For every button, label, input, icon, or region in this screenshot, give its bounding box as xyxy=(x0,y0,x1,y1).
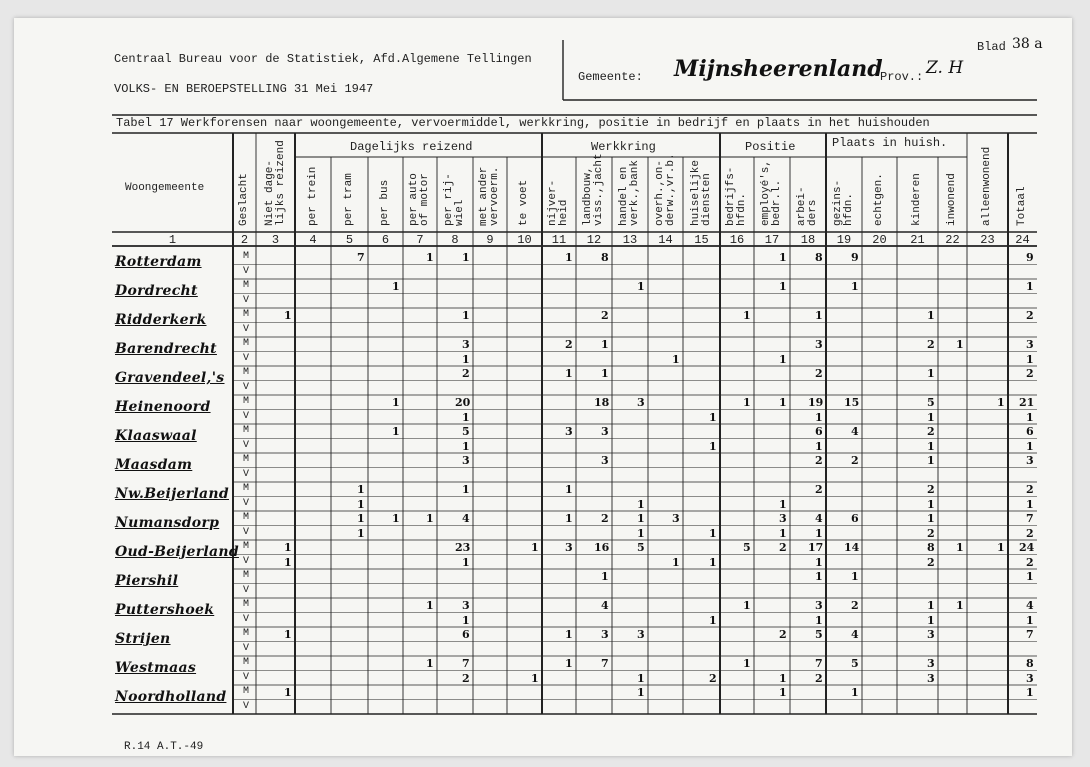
cell-value: 1 xyxy=(284,628,292,641)
col-number-15: 15 xyxy=(694,233,709,247)
col-header-8: per rij- wiel xyxy=(443,173,466,226)
col-header-22: inwonend xyxy=(946,173,958,226)
cell-value: 3 xyxy=(927,628,935,641)
cell-value: 1 xyxy=(956,338,964,351)
cell-value: 3 xyxy=(1026,454,1034,467)
blad-value: 38 a xyxy=(1012,36,1043,52)
form-code: R.14 A.T.-49 xyxy=(124,741,204,753)
cell-value: 3 xyxy=(462,599,470,612)
cell-value: 2 xyxy=(815,483,823,496)
sex-v: V xyxy=(243,584,250,596)
cell-value: 1 xyxy=(601,367,609,380)
col-number-22: 22 xyxy=(945,233,960,247)
cell-value: 7 xyxy=(601,657,609,670)
cell-value: 1 xyxy=(927,613,935,627)
cell-value: 1 xyxy=(426,512,434,525)
cell-value: 2 xyxy=(779,628,787,641)
col-number-10: 10 xyxy=(517,233,532,247)
cell-value: 3 xyxy=(601,628,609,641)
col-header-9: met ander vervoerm. xyxy=(478,166,501,226)
cell-value: 17 xyxy=(808,541,824,554)
cell-value: 4 xyxy=(851,628,859,641)
cell-value: 2 xyxy=(815,454,823,467)
col-header-4: per trein xyxy=(306,166,319,226)
cell-value: 1 xyxy=(284,541,292,554)
cell-value: 24 xyxy=(1019,541,1035,554)
cell-value: 6 xyxy=(462,628,470,641)
row-name: Dordrecht xyxy=(115,283,198,299)
col-number-13: 13 xyxy=(622,233,638,247)
cell-value: 4 xyxy=(815,512,823,525)
cell-value: 1 xyxy=(462,613,470,627)
col-number-8: 8 xyxy=(451,233,459,247)
cell-value: 3 xyxy=(565,541,573,554)
cell-value: 2 xyxy=(1026,367,1034,380)
row-name: Piershil xyxy=(115,573,179,589)
cell-value: 1 xyxy=(462,555,470,569)
row-name: Puttershoek xyxy=(115,602,215,618)
cell-value: 1 xyxy=(565,367,573,380)
cell-value: 1 xyxy=(392,512,400,525)
row-name: Rotterdam xyxy=(115,254,202,270)
sex-v: V xyxy=(243,671,250,683)
cell-value: 2 xyxy=(462,671,470,685)
cell-value: 1 xyxy=(851,280,859,293)
cell-value: 2 xyxy=(927,338,935,351)
cell-value: 2 xyxy=(779,541,787,554)
cell-value: 1 xyxy=(709,410,717,424)
col-number-6: 6 xyxy=(381,233,390,247)
col-number-20: 20 xyxy=(872,233,887,247)
cell-value: 2 xyxy=(709,671,717,685)
cell-value: 5 xyxy=(927,396,935,409)
cell-value: 1 xyxy=(815,439,823,453)
census-line: VOLKS- EN BEROEPSTELLING 31 Mei 1947 xyxy=(114,82,374,96)
cell-value: 7 xyxy=(815,657,823,670)
row-name: Maasdam xyxy=(115,457,193,473)
cell-value: 3 xyxy=(601,425,609,438)
sex-v: V xyxy=(243,526,250,538)
col-number-2: 2 xyxy=(240,233,249,247)
col-header-13: handel en verk.,bank xyxy=(618,159,641,226)
sex-v: V xyxy=(243,642,250,654)
cell-value: 1 xyxy=(637,497,645,511)
cell-value: 5 xyxy=(462,425,470,438)
cell-value: 1 xyxy=(779,526,787,540)
cell-value: 1 xyxy=(743,309,751,322)
row-name: Strijen xyxy=(115,631,171,647)
cell-value: 1 xyxy=(743,396,751,409)
col-header-12: landbouw, viss.,jacht xyxy=(582,153,605,226)
sex-m: M xyxy=(243,338,250,349)
row-name: Gravendeel,'s xyxy=(115,370,225,386)
cell-value: 2 xyxy=(851,454,859,467)
row-name: Westmaas xyxy=(115,660,197,676)
gemeente-label: Gemeente: xyxy=(578,70,643,84)
cell-value: 2 xyxy=(601,512,609,525)
cell-value: 1 xyxy=(1026,613,1034,627)
cell-value: 7 xyxy=(1026,512,1034,525)
cell-value: 1 xyxy=(672,555,680,569)
cell-value: 1 xyxy=(851,686,859,699)
table-title: Tabel 17 Werkforensen naar woongemeente, vervoermiddel, werkkring, positie in bedrijf en plaats in het huishouden xyxy=(116,116,930,130)
cell-value: 6 xyxy=(851,512,859,525)
col-number-3: 3 xyxy=(271,233,280,247)
cell-value: 1 xyxy=(637,512,645,525)
row-name: Oud-Beijerland xyxy=(115,544,239,560)
col-number-7: 7 xyxy=(416,233,424,247)
col-number-16: 16 xyxy=(729,233,745,247)
row-name: Barendrecht xyxy=(115,341,217,357)
cell-value: 1 xyxy=(462,352,470,366)
col-header-6: per bus xyxy=(379,179,391,226)
col-header-21: kinderen xyxy=(911,173,923,226)
cell-value: 8 xyxy=(1026,657,1034,670)
col-header-11: nijver- heid xyxy=(547,179,570,226)
cell-value: 5 xyxy=(851,657,859,670)
sex-v: V xyxy=(243,439,250,451)
prov-label: Prov.: xyxy=(880,70,924,84)
cell-value: 2 xyxy=(1026,526,1034,540)
sex-v: V xyxy=(243,468,250,480)
cell-value: 1 xyxy=(851,570,859,583)
col-header-2: Geslacht xyxy=(238,173,250,226)
sex-m: M xyxy=(243,425,250,436)
cell-value: 1 xyxy=(462,483,470,496)
cell-value: 3 xyxy=(637,396,645,409)
cell-value: 5 xyxy=(743,541,751,554)
cell-value: 2 xyxy=(927,425,935,438)
cell-value: 1 xyxy=(709,613,717,627)
cell-value: 3 xyxy=(1026,671,1034,685)
col-number-21: 21 xyxy=(910,233,925,247)
cell-value: 4 xyxy=(601,599,609,612)
cell-value: 1 xyxy=(426,251,434,264)
col-header-20: echtgen. xyxy=(873,173,885,226)
cell-value: 2 xyxy=(927,483,935,496)
cell-value: 3 xyxy=(779,512,787,525)
group-positie: Positie xyxy=(745,140,796,154)
cell-value: 1 xyxy=(779,280,787,293)
sex-m: M xyxy=(243,280,250,291)
col-number-5: 5 xyxy=(345,233,354,247)
col-number-19: 19 xyxy=(836,233,852,247)
col-header-18: arbei- ders xyxy=(796,186,819,226)
row-name: Nw.Beijerland xyxy=(115,486,229,502)
cell-value: 2 xyxy=(462,367,470,380)
sex-v: V xyxy=(243,294,250,306)
cell-value: 1 xyxy=(284,686,292,699)
cell-value: 1 xyxy=(637,671,645,685)
cell-value: 1 xyxy=(284,555,292,569)
sex-m: M xyxy=(243,570,250,581)
cell-value: 3 xyxy=(927,657,935,670)
cell-value: 1 xyxy=(927,410,935,424)
cell-value: 1 xyxy=(956,541,964,554)
sex-m: M xyxy=(243,657,250,668)
cell-value: 1 xyxy=(601,338,609,351)
cell-value: 1 xyxy=(927,512,935,525)
col-header-16: bedrijfs- hfdn. xyxy=(725,166,748,226)
cell-value: 1 xyxy=(565,628,573,641)
row-name: Ridderkerk xyxy=(115,312,207,328)
cell-value: 3 xyxy=(565,425,573,438)
cell-value: 1 xyxy=(462,251,470,264)
cell-value: 1 xyxy=(1026,570,1034,583)
cell-value: 1 xyxy=(357,483,365,496)
cell-value: 1 xyxy=(284,309,292,322)
cell-value: 1 xyxy=(531,671,539,685)
sex-m: M xyxy=(243,628,250,639)
sex-v: V xyxy=(243,613,250,625)
cell-value: 1 xyxy=(1026,280,1034,293)
col-header-17: employé's, bedr.l. xyxy=(760,159,783,226)
cell-value: 20 xyxy=(455,396,471,409)
cell-value: 1 xyxy=(357,526,365,540)
cell-value: 1 xyxy=(565,657,573,670)
col-header-7: per auto of motor xyxy=(408,173,431,226)
cell-value: 8 xyxy=(927,541,935,554)
cell-value: 7 xyxy=(357,251,365,264)
group-werkkring: Werkkring xyxy=(591,140,656,154)
cell-value: 1 xyxy=(956,599,964,612)
sex-v: V xyxy=(243,497,250,509)
cell-value: 4 xyxy=(1026,599,1034,612)
cell-value: 18 xyxy=(594,396,610,409)
cell-value: 1 xyxy=(637,526,645,540)
cell-value: 2 xyxy=(851,599,859,612)
sex-m: M xyxy=(243,454,250,465)
cell-value: 1 xyxy=(426,599,434,612)
cell-value: 1 xyxy=(927,367,935,380)
col-number-24: 24 xyxy=(1015,233,1030,247)
cell-value: 1 xyxy=(709,526,717,540)
cell-value: 16 xyxy=(594,541,610,554)
prov-value: Z. H xyxy=(926,58,964,78)
sex-m: M xyxy=(243,599,250,610)
cell-value: 7 xyxy=(462,657,470,670)
cell-value: 1 xyxy=(1026,686,1034,699)
sex-m: M xyxy=(243,251,250,262)
cell-value: 15 xyxy=(844,396,860,409)
sex-m: M xyxy=(243,686,250,697)
col-header-3: Niet dage- lijks reizend xyxy=(263,140,287,226)
cell-value: 1 xyxy=(357,497,365,511)
group-dagelijks-reizend: Dagelijks reizend xyxy=(350,140,473,154)
cell-value: 1 xyxy=(779,497,787,511)
cell-value: 6 xyxy=(815,425,823,438)
cell-value: 1 xyxy=(392,396,400,409)
cell-value: 1 xyxy=(779,396,787,409)
col-number-12: 12 xyxy=(586,233,602,247)
cell-value: 1 xyxy=(357,512,365,525)
cell-value: 1 xyxy=(997,541,1005,554)
gemeente-value: Mijnsheerenland xyxy=(674,56,883,82)
col-number-1: 1 xyxy=(168,233,177,247)
cell-value: 1 xyxy=(743,599,751,612)
cell-value: 3 xyxy=(462,338,470,351)
cell-value: 8 xyxy=(815,251,823,264)
col-number-23: 23 xyxy=(980,233,995,247)
sex-v: V xyxy=(243,265,250,277)
col-number-17: 17 xyxy=(764,233,780,247)
row-name: Noordholland xyxy=(115,689,227,705)
cell-value: 2 xyxy=(815,671,823,685)
cell-value: 1 xyxy=(565,251,573,264)
cell-value: 1 xyxy=(531,541,539,554)
cell-value: 9 xyxy=(851,251,859,264)
sex-m: M xyxy=(243,396,250,407)
cell-value: 19 xyxy=(808,396,824,409)
cell-value: 14 xyxy=(844,541,860,554)
cell-value: 1 xyxy=(815,309,823,322)
sex-m: M xyxy=(243,483,250,494)
cell-value: 1 xyxy=(779,352,787,366)
sex-m: M xyxy=(243,541,250,552)
cell-value: 1 xyxy=(927,454,935,467)
cell-value: 1 xyxy=(709,555,717,569)
cell-value: 1 xyxy=(997,396,1005,409)
col-header-10: te voet xyxy=(518,179,530,226)
group-plaats-in-huish: Plaats in huish. xyxy=(832,136,948,150)
cell-value: 6 xyxy=(1026,425,1034,438)
blad-label: Blad xyxy=(977,40,1006,54)
cell-value: 1 xyxy=(637,280,645,293)
cell-value: 1 xyxy=(779,686,787,699)
col-number-9: 9 xyxy=(486,233,494,247)
row-name: Heinenoord xyxy=(115,399,211,415)
sex-v: V xyxy=(243,700,250,712)
sex-v: V xyxy=(243,381,250,393)
col-header-5: per tram xyxy=(343,173,355,226)
cell-value: 1 xyxy=(743,657,751,670)
cell-value: 2 xyxy=(565,338,573,351)
cell-value: 1 xyxy=(927,497,935,511)
cell-value: 1 xyxy=(601,570,609,583)
cell-value: 1 xyxy=(815,570,823,583)
cell-value: 2 xyxy=(927,526,935,540)
sex-v: V xyxy=(243,323,250,335)
cell-value: 1 xyxy=(815,526,823,540)
cell-value: 1 xyxy=(565,483,573,496)
cell-value: 1 xyxy=(637,686,645,699)
row-name: Numansdorp xyxy=(115,515,220,531)
cell-value: 23 xyxy=(455,541,471,554)
col-header-23: alleenwonend xyxy=(981,146,993,226)
cell-value: 8 xyxy=(601,251,609,264)
cell-value: 1 xyxy=(815,613,823,627)
cell-value: 1 xyxy=(779,251,787,264)
cell-value: 1 xyxy=(927,309,935,322)
cell-value: 1 xyxy=(462,309,470,322)
sex-v: V xyxy=(243,410,250,422)
cell-value: 3 xyxy=(637,628,645,641)
cell-value: 1 xyxy=(392,425,400,438)
sex-v: V xyxy=(243,352,250,364)
cell-value: 21 xyxy=(1019,396,1035,409)
col-header-15: huiselijke diensten xyxy=(689,159,713,226)
cell-value: 5 xyxy=(815,628,823,641)
sex-v: V xyxy=(243,555,250,567)
cell-value: 1 xyxy=(709,439,717,453)
cell-value: 2 xyxy=(815,367,823,380)
cell-value: 3 xyxy=(462,454,470,467)
col-number-4: 4 xyxy=(309,233,317,247)
col-header-19: gezins- hfdn. xyxy=(832,179,855,226)
org-line: Centraal Bureau voor de Statistiek, Afd.Algemene Tellingen xyxy=(114,52,532,66)
cell-value: 1 xyxy=(1026,439,1034,453)
sex-m: M xyxy=(243,512,250,523)
col-number-14: 14 xyxy=(658,233,673,247)
col-header-14: overh.,on- derw.,vr.b. xyxy=(653,153,677,226)
cell-value: 3 xyxy=(601,454,609,467)
sex-m: M xyxy=(243,309,250,320)
cell-value: 1 xyxy=(426,657,434,670)
cell-value: 3 xyxy=(815,338,823,351)
cell-value: 3 xyxy=(815,599,823,612)
cell-value: 4 xyxy=(851,425,859,438)
col-header-24: Totaal xyxy=(1016,186,1028,226)
cell-value: 1 xyxy=(1026,352,1034,366)
cell-value: 1 xyxy=(815,410,823,424)
sex-m: M xyxy=(243,367,250,378)
cell-value: 1 xyxy=(927,599,935,612)
col-number-18: 18 xyxy=(800,233,816,247)
cell-value: 1 xyxy=(672,352,680,366)
cell-value: 7 xyxy=(1026,628,1034,641)
cell-value: 1 xyxy=(779,671,787,685)
row-name: Klaaswaal xyxy=(115,428,197,444)
cell-value: 5 xyxy=(637,541,645,554)
cell-value: 1 xyxy=(462,439,470,453)
cell-value: 1 xyxy=(1026,410,1034,424)
cell-value: 2 xyxy=(927,555,935,569)
cell-value: 2 xyxy=(1026,483,1034,496)
cell-value: 1 xyxy=(565,512,573,525)
cell-value: 9 xyxy=(1026,251,1034,264)
cell-value: 1 xyxy=(1026,497,1034,511)
cell-value: 2 xyxy=(1026,309,1034,322)
col-number-11: 11 xyxy=(551,233,567,247)
cell-value: 1 xyxy=(815,555,823,569)
cell-value: 1 xyxy=(462,410,470,424)
cell-value: 1 xyxy=(927,439,935,453)
cell-value: 3 xyxy=(672,512,680,525)
col-header-woongemeente: Woongemeente xyxy=(125,182,205,194)
cell-value: 1 xyxy=(392,280,400,293)
cell-value: 2 xyxy=(601,309,609,322)
cell-value: 2 xyxy=(1026,555,1034,569)
cell-value: 3 xyxy=(1026,338,1034,351)
cell-value: 4 xyxy=(462,512,470,525)
cell-value: 3 xyxy=(927,671,935,685)
